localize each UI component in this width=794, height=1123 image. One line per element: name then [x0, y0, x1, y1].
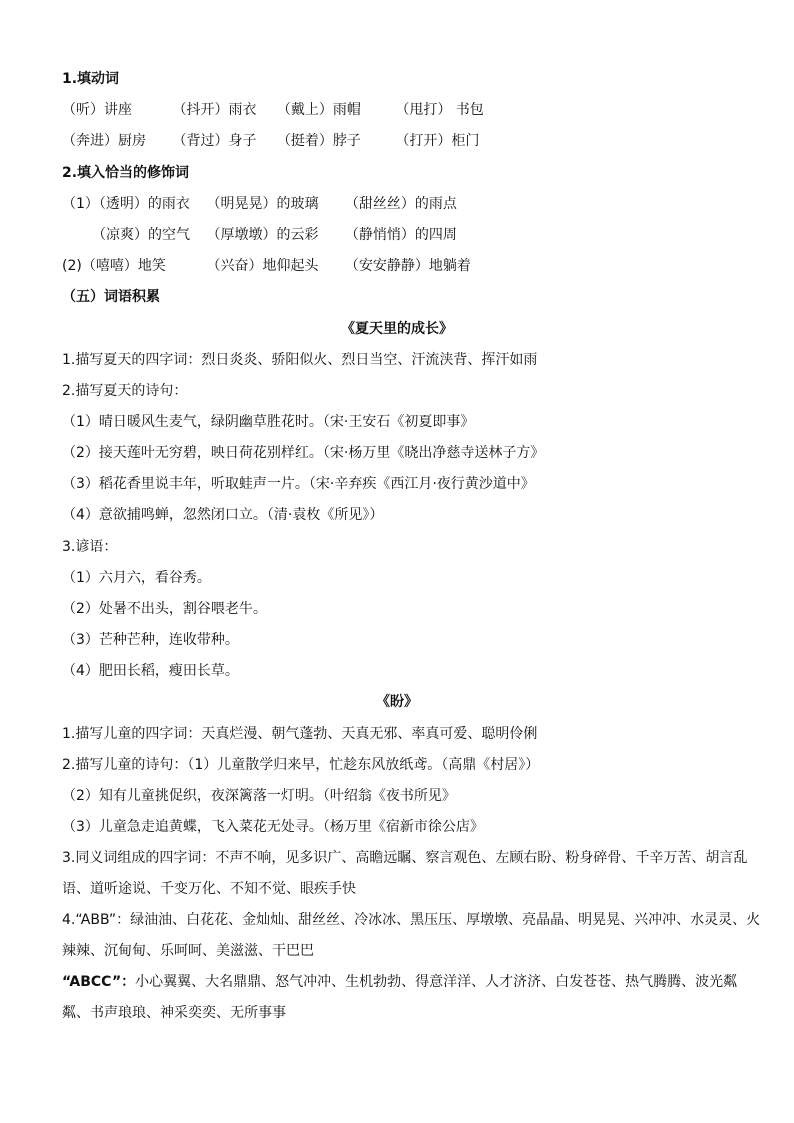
proverb-3: （3）芒种芒种，连收带种。	[62, 632, 239, 648]
verb-item: （背过）身子	[172, 133, 257, 149]
children-poem-3: （3）儿童急走追黄蝶，飞入菜花无处寻。（杨万里《宿新市徐公店》	[62, 819, 484, 835]
section-title-modifiers: 2.填入恰当的修饰词	[62, 165, 190, 181]
proverb-4: （4）肥田长稻，瘦田长草。	[62, 663, 239, 679]
modifiers-row-1	[62, 195, 457, 213]
summer-poem-2: （2）接天莲叶无穷碧，映日荷花别样红。（宋·杨万里《晓出净慈寺送林子方》	[62, 445, 545, 461]
modifiers-row-3	[62, 257, 471, 275]
verb-item: （听）讲座	[62, 102, 132, 118]
modifier-item: （明晃晃）的玻璃	[206, 196, 319, 212]
modifier-item: （安安静静）地躺着	[344, 258, 471, 274]
modifier-item: （1）（透明）的雨衣	[62, 196, 190, 212]
modifier-item: （厚墩墩）的云彩	[206, 227, 319, 243]
abcc-label: “ABCC”：	[62, 974, 136, 990]
verb-item: （挺着）脖子	[276, 133, 361, 149]
summer-poem-4: （4）意欲捕鸣蝉，忽然闭口立。（清·袁枚《所见》）	[62, 507, 384, 523]
modifier-item: （兴奋）地仰起头	[206, 258, 319, 274]
children-four-char-words: 1.描写儿童的四字词：天真烂漫、朝气蓬勃、天真无邪、率真可爱、聪明伶俐	[62, 726, 538, 742]
summer-four-char-words: 1.描写夏天的四字词：烈日炎炎、骄阳似火、烈日当空、汗流浃背、挥汗如雨	[62, 352, 538, 368]
summer-poem-1: （1）晴日暖风生麦气，绿阴幽草胜花时。（宋·王安石《初夏即事》	[62, 414, 475, 430]
proverb-2: （2）处暑不出头，割谷喂老牛。	[62, 601, 267, 617]
abb-words: 4.“ABB”：绿油油、白花花、金灿灿、甜丝丝、冷冰冰、黑压压、厚墩墩、亮晶晶、明晃晃、兴冲冲、水灵灵、火辣辣、沉甸甸、乐呵呵、美滋滋、干巴巴	[62, 912, 761, 959]
children-poem-1: 2.描写儿童的诗句：（1）儿童散学归来早，忙趁东风放纸鸢。（高鼎《村居》）	[62, 757, 540, 773]
verb-item: （戴上）雨帽	[276, 102, 361, 118]
summer-poems-title: 2.描写夏天的诗句：	[62, 383, 188, 399]
verb-item: （抖开）雨衣	[172, 102, 257, 118]
proverb-1: （1）六月六，看谷秀。	[62, 570, 211, 586]
verb-item: （奔进）厨房	[62, 133, 146, 149]
children-poem-2: （2）知有儿童挑促织，夜深篱落一灯明。（叶绍翁《夜书所见》	[62, 788, 456, 804]
summer-poem-3: （3）稻花香里说丰年，听取蛙声一片。（宋·辛弃疾《西江月·夜行黄沙道中》	[62, 476, 535, 492]
synonym-words: 3.同义词组成的四字词：不声不响，见多识广、高瞻远瞩、察言观色、左顾右盼、粉身碎骨、千辛万苦、胡言乱语、道听途说、千变万化、不知不觉、眼疾手快	[62, 850, 748, 897]
verbs-row-2	[62, 132, 479, 150]
abcc-text: 小心翼翼、大名鼎鼎、怒气冲冲、生机勃勃、得意洋洋、人才济济、白发苍苍、热气腾腾、波光粼粼、书声琅琅、神采奕奕、无所事事	[62, 974, 738, 1021]
modifiers-row-2	[92, 226, 457, 244]
modifier-item: （甜丝丝）的雨点	[344, 196, 457, 212]
modifier-item: (2)（嘻嘻）地笑	[62, 258, 166, 274]
verb-item: （打开）柜门	[395, 133, 480, 149]
section-title-vocabulary: （五）词语积累	[62, 289, 160, 305]
modifier-item: （凉爽）的空气	[92, 227, 190, 243]
abcc-words	[62, 967, 762, 1029]
verb-item: （甩打） 书包	[395, 102, 484, 118]
heading-summer-growth: 《夏天里的成长》	[341, 321, 453, 337]
heading-pan: 《盼》	[376, 694, 418, 710]
section-title-verbs: 1.填动词	[62, 71, 120, 87]
verbs-row-1	[62, 101, 484, 119]
modifier-item: （静悄悄）的四周	[344, 227, 457, 243]
proverbs-title: 3.谚语：	[62, 539, 118, 555]
